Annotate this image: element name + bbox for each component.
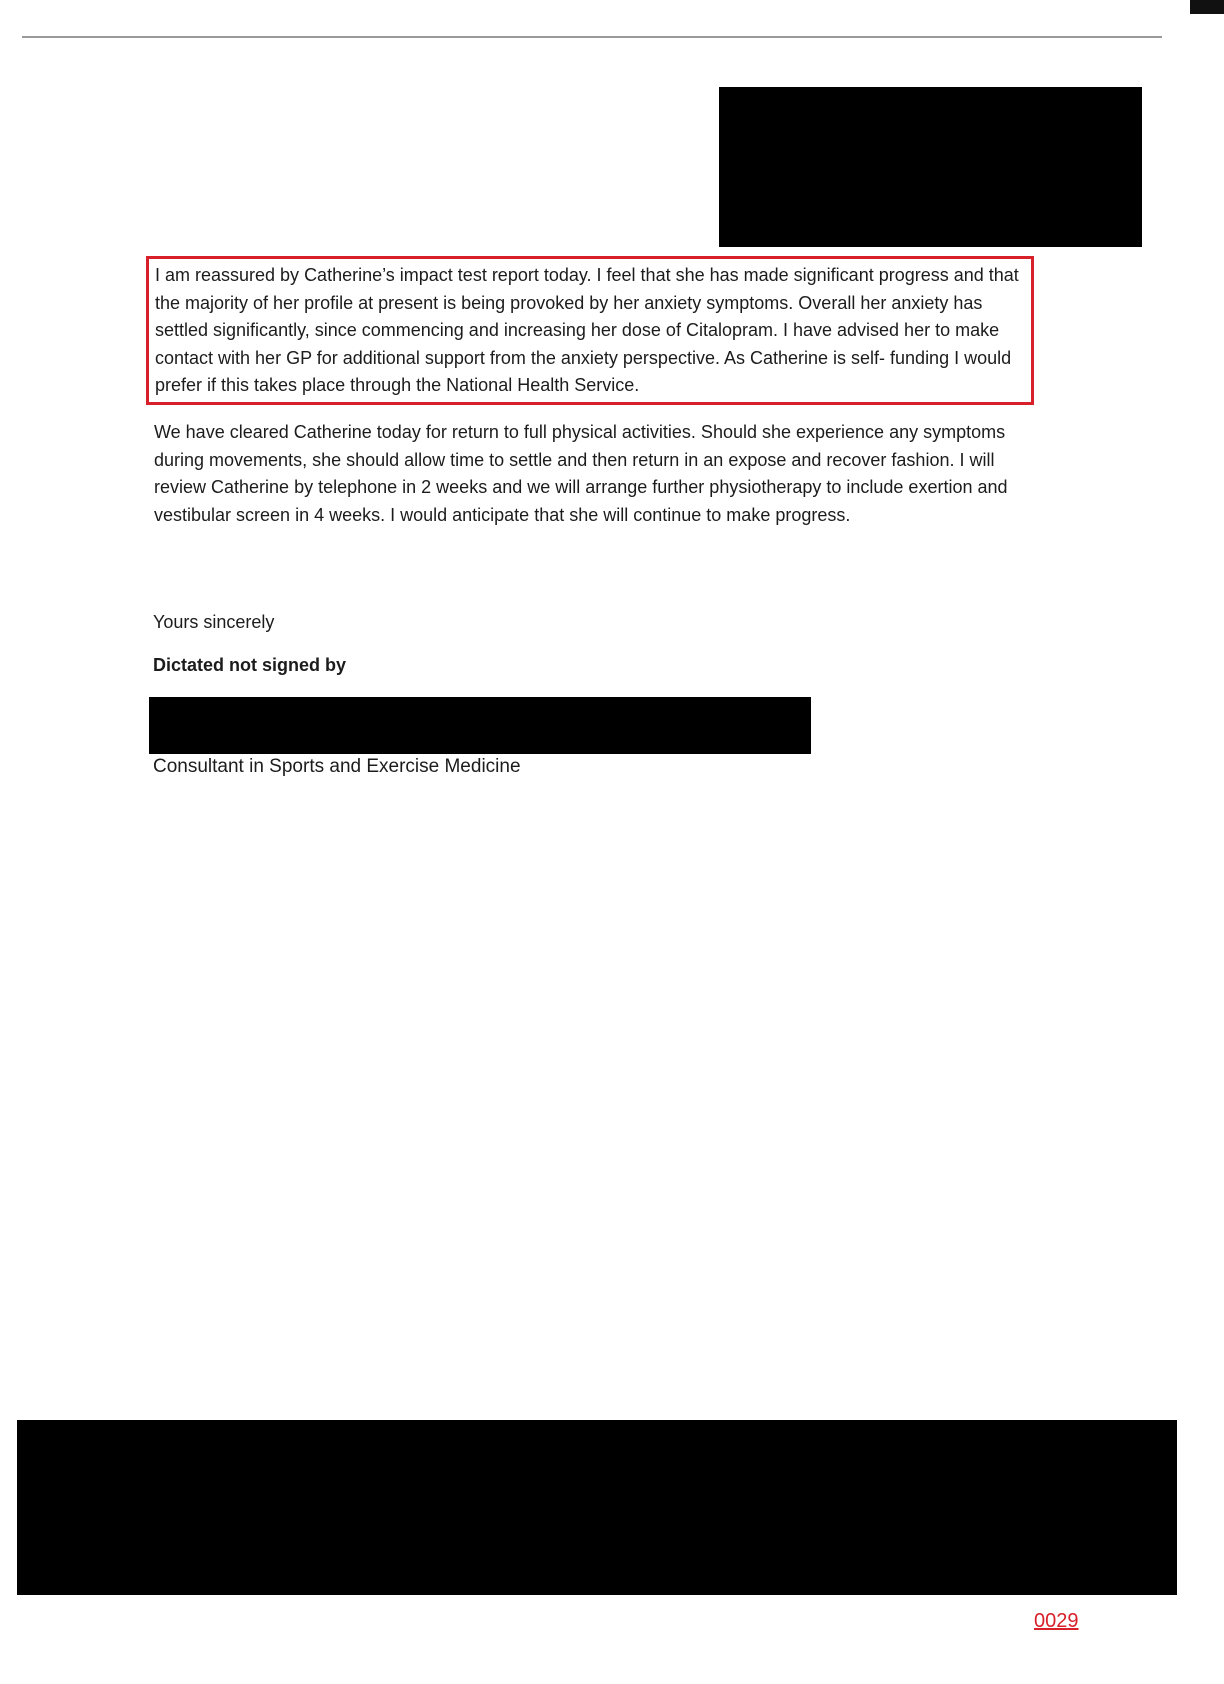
signatory-role: Consultant in Sports and Exercise Medicine — [153, 756, 521, 777]
scan-corner-mark — [1190, 0, 1224, 14]
dictated-note: Dictated not signed by — [153, 655, 347, 675]
clearance-paragraph: We have cleared Catherine today for return to full physical activities. Should she experience any symptoms during movements, she should allow time to settle and then return in an expose and recover fashion. I will review Catherine by telephone in 2 weeks and we will arrange further physiotherapy to include exertion and vestibular screen in 4 weeks. I would anticipate that she will continue to make progress. — [154, 422, 1008, 525]
letter-closing: Yours sincerely — [153, 612, 275, 632]
page-number: 0029 — [1034, 1610, 1079, 1632]
redacted-footer-block — [17, 1420, 1177, 1595]
redacted-address-block — [719, 87, 1142, 247]
redacted-signatory-name — [149, 697, 811, 754]
highlighted-paragraph: I am reassured by Catherine’s impact test report today. I feel that she has made significant progress and that the majority of her profile at present is being provoked by her anxiety symptoms. Overall her anxiety has settled significantly, since commencing and increasing her dose of Citalopram. I have advised her to make contact with her GP for additional support from the anxiety perspective. As Catherine is self- funding I would prefer if this takes place through the National Health Service. — [155, 265, 1019, 395]
header-rule — [22, 36, 1162, 38]
